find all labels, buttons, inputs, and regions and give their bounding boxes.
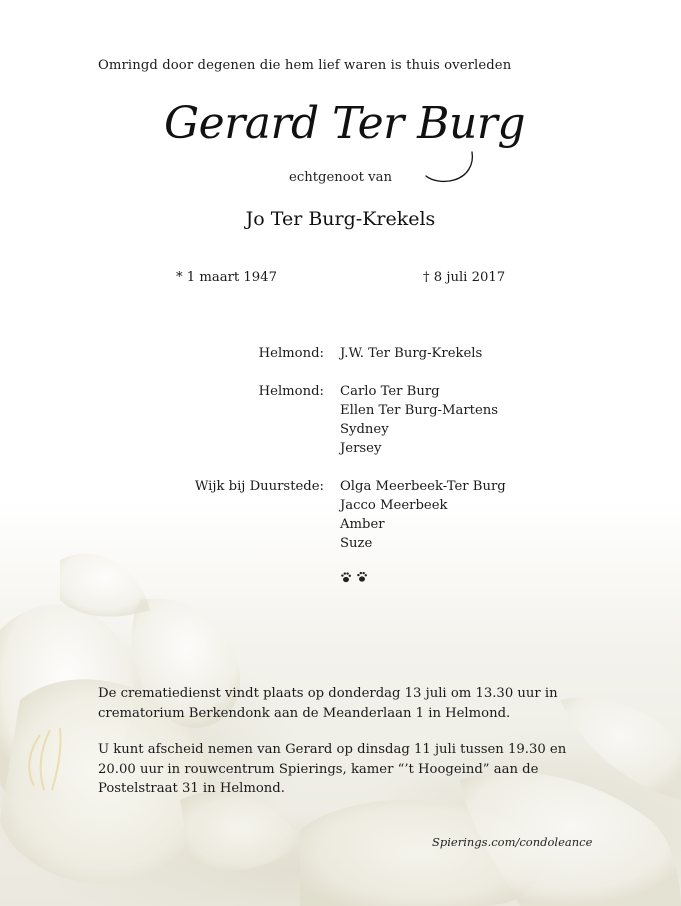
intro-text: Omringd door degenen die hem lief waren is thuis overleden [98, 58, 512, 73]
family-member: Ellen Ter Burg-Martens [340, 403, 499, 418]
family-place: Helmond: [258, 384, 324, 399]
condolence-website-link[interactable]: Spierings.com/condoleance [432, 835, 593, 849]
family-member: J.W. Ter Burg-Krekels [340, 346, 483, 361]
birth-date: * 1 maart 1947 [176, 270, 277, 285]
spouse-name: Jo Ter Burg-Krekels [245, 208, 436, 230]
family-place: Wijk bij Duurstede: [194, 479, 324, 494]
family-group [0, 477, 681, 553]
paw-prints-icon [340, 570, 370, 584]
farewell-info: U kunt afscheid nemen van Gerard op dinsdag 11 juli tussen 19.30 en 20.00 uur in rouwcentrum Spierings, kamer “’t Hoogeind” aan de Postelstraat 31 in Helmond. [98, 742, 567, 796]
death-date: † 8 juli 2017 [423, 270, 506, 285]
family-group [0, 344, 681, 363]
family-members [340, 382, 498, 458]
family-place: Helmond: [258, 346, 324, 361]
deceased-name: Gerard Ter Burg [164, 98, 525, 149]
family-members [340, 344, 482, 363]
family-members [340, 477, 506, 553]
relation-label: echtgenoot van [289, 170, 392, 185]
family-member: Olga Meerbeek-Ter Burg [340, 479, 506, 494]
family-member: Suze [340, 536, 373, 551]
family-member: Carlo Ter Burg [340, 384, 440, 399]
family-list [0, 344, 681, 572]
ceremony-info: De crematiedienst vindt plaats op donderdag 13 juli om 13.30 uur in crematorium Berkendonk aan de Meanderlaan 1 in Helmond. [98, 686, 558, 721]
family-group [0, 382, 681, 458]
family-member: Jacco Meerbeek [340, 498, 448, 513]
family-member: Sydney [340, 422, 389, 437]
family-member: Jersey [340, 441, 382, 456]
family-member: Amber [340, 517, 385, 532]
